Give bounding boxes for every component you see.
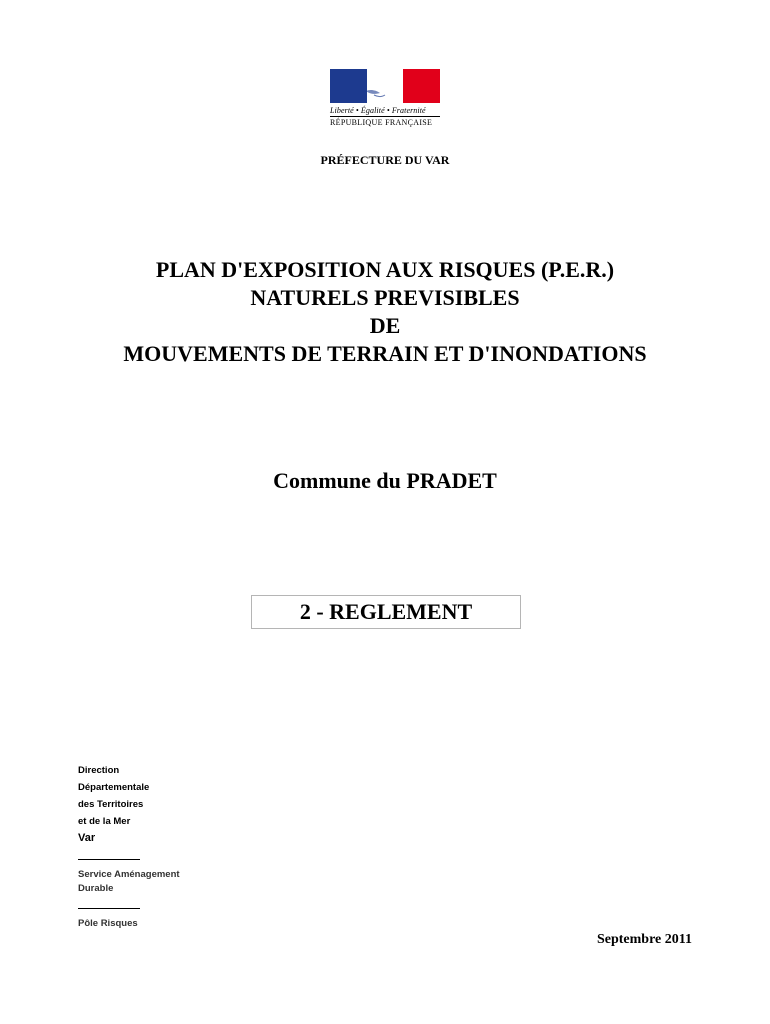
issuer-line-3: des Territoires	[78, 799, 144, 810]
publication-date: Septembre 2011	[596, 932, 692, 947]
issuer-divider-2	[78, 908, 140, 909]
issuer-line-1: Direction	[78, 765, 120, 776]
pole-label: Pôle Risques	[78, 918, 138, 929]
marianne-logo	[330, 69, 442, 127]
section-box: 2 - REGLEMENT	[251, 595, 521, 629]
title-line-3: DE	[369, 313, 401, 338]
issuer-line-2: Départementale	[78, 782, 150, 793]
issuer-line-4: et de la Mer	[78, 816, 131, 827]
logo-divider	[330, 116, 440, 117]
service-line-2: Durable	[78, 883, 114, 894]
issuer-block	[78, 762, 180, 931]
commune-heading: Commune du PRADET	[273, 468, 497, 493]
title-line-1: PLAN D'EXPOSITION AUX RISQUES (P.E.R.)	[155, 257, 615, 282]
service-line-1: Service Aménagement	[78, 869, 180, 880]
prefecture-heading: PRÉFECTURE DU VAR	[320, 153, 450, 167]
issuer-line-5: Var	[78, 832, 96, 844]
logo-republic-label: RÉPUBLIQUE FRANÇAISE	[330, 118, 433, 127]
title-line-2: NATURELS PREVISIBLES	[250, 285, 520, 310]
logo-motto: Liberté • Égalité • Fraternité	[330, 106, 426, 115]
document-title	[0, 256, 770, 368]
marianne-profile-icon	[352, 69, 412, 103]
tricolor-flag-icon	[330, 69, 440, 103]
title-line-4: MOUVEMENTS DE TERRAIN ET D'INONDATIONS	[123, 341, 647, 366]
issuer-divider-1	[78, 859, 140, 860]
